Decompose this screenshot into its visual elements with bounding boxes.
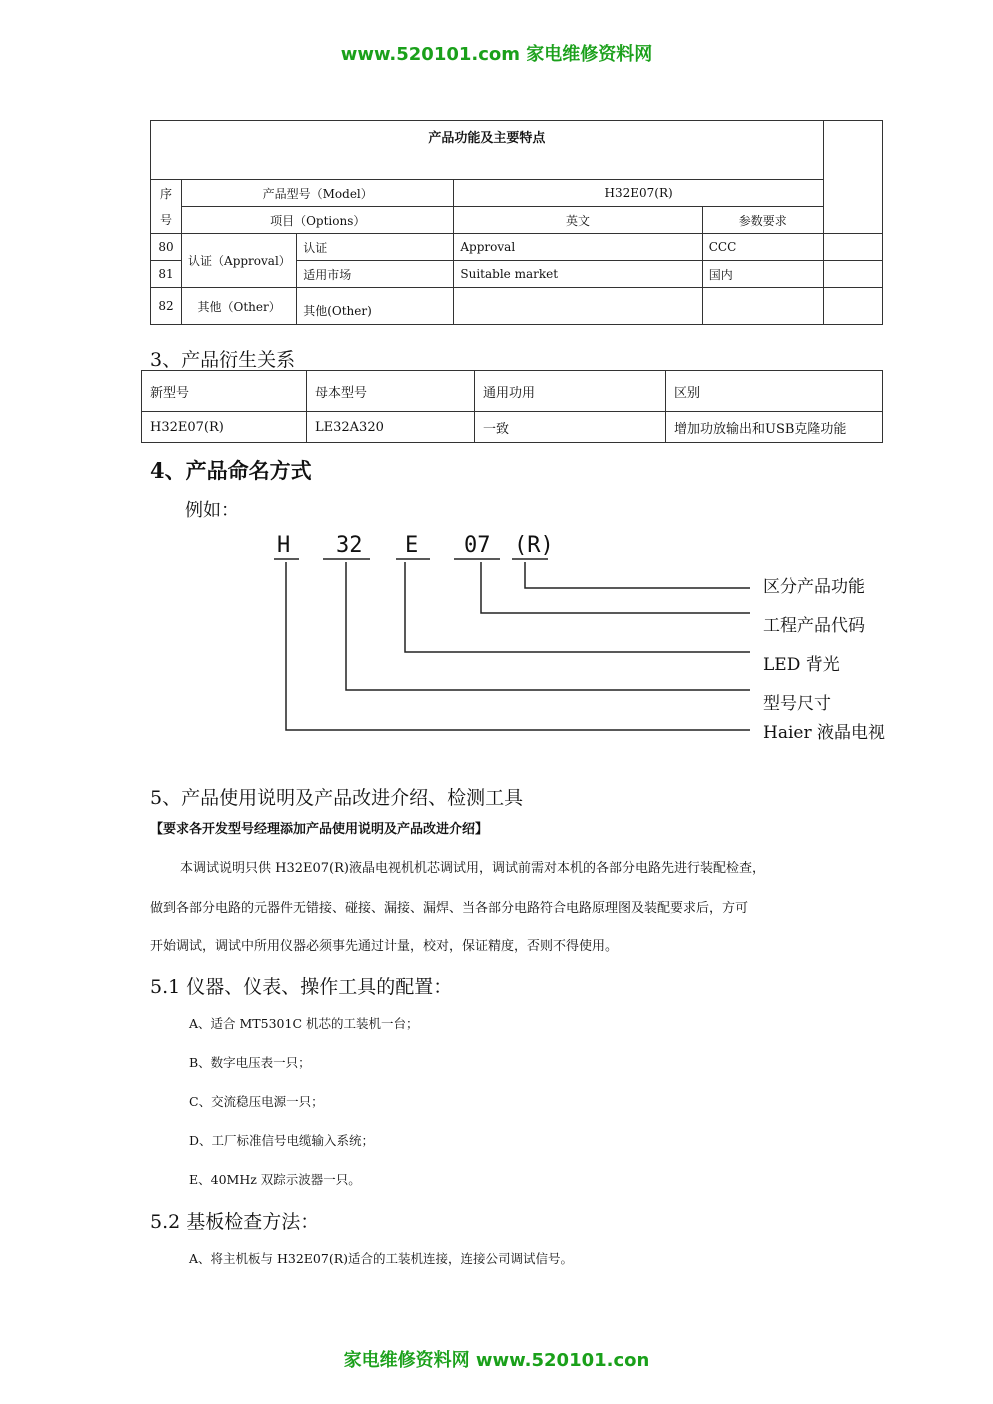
section51-heading: 5.1 仪器、仪表、操作工具的配置： <box>150 976 453 998</box>
row-param: CCC <box>702 234 823 261</box>
part-size: 32 <box>336 533 363 558</box>
row-group: 其他（Other） <box>182 288 297 325</box>
label-haier: Haier 液晶电视 <box>763 723 885 743</box>
cell-common: 一致 <box>475 412 666 443</box>
part-code: 07 <box>464 533 491 558</box>
list-item: E、40MHz 双踪示波器一只。 <box>189 1172 361 1187</box>
row-no: 81 <box>151 261 182 288</box>
label-function: 区分产品功能 <box>763 577 865 597</box>
row-item: 适用市场 <box>297 261 454 288</box>
list-item: C、交流稳压电源一只； <box>189 1094 324 1109</box>
header-base-model: 母本型号 <box>307 371 475 412</box>
section3-heading: 3、产品衍生关系 <box>150 349 296 371</box>
row-english: Suitable market <box>454 261 702 288</box>
list-item: A、适合 MT5301C 机芯的工装机一台； <box>189 1016 419 1031</box>
seq-label-1: 序 <box>160 186 173 201</box>
label-size: 型号尺寸 <box>763 694 831 714</box>
seq-label-2: 号 <box>160 212 173 227</box>
row-english: Approval <box>454 234 702 261</box>
para-line-3: 开始调试，调试中所用仪器必须事先通过计量，校对，保证精度，否则不得使用。 <box>150 939 619 954</box>
section52-heading: 5.2 基板检查方法： <box>150 1211 320 1233</box>
label-led: LED 背光 <box>763 655 840 675</box>
model-label: 产品型号（Model） <box>182 180 454 207</box>
watermark-top: www.520101.com 家电维修资料网 <box>340 44 653 65</box>
label-code: 工程产品代码 <box>763 616 865 636</box>
header-common: 通用功用 <box>475 371 666 412</box>
cell-base-model: LE32A320 <box>307 412 475 443</box>
row-param: 国内 <box>702 261 823 288</box>
para-line-2: 做到各部分电路的元器件无错接、碰接、漏接、漏焊、当各部分电路符合电路原理图及装配要求后，方可 <box>150 901 749 916</box>
para-line-1: 本调试说明只供 H32E07(R)液晶电视机机芯调试用，调试前需对本机的各部分电路先进行装配检查， <box>180 861 765 876</box>
watermark-bottom: 家电维修资料网 www.520101.con <box>343 1350 650 1371</box>
header-diff: 区别 <box>666 371 883 412</box>
row-item: 其他(Other) <box>297 288 454 325</box>
part-led: E <box>405 533 419 558</box>
part-function: (R) <box>514 533 554 558</box>
col-param: 参数要求 <box>702 207 823 234</box>
header-new-model: 新型号 <box>142 371 307 412</box>
col-english: 英文 <box>454 207 702 234</box>
section5-heading: 5、产品使用说明及产品改进介绍、检测工具 <box>150 787 524 809</box>
row-no: 80 <box>151 234 182 261</box>
list-item: B、数字电压表一只； <box>189 1055 311 1070</box>
list-item: A、将主机板与 H32E07(R)适合的工装机连接，连接公司调试信号。 <box>189 1251 574 1266</box>
example-label: 例如： <box>185 500 239 521</box>
model-value: H32E07(R) <box>454 180 823 207</box>
cell-new-model: H32E07(R) <box>142 412 307 443</box>
section4-heading: 4、产品命名方式 <box>150 458 312 483</box>
list-item: D、工厂标准信号电缆输入系统； <box>189 1133 375 1148</box>
part-h: H <box>277 533 291 558</box>
cell-diff: 增加功放输出和USB克隆功能 <box>666 412 883 443</box>
section5-note: 【要求各开发型号经理添加产品使用说明及产品改进介绍】 <box>150 822 489 837</box>
row-group: 认证（Approval） <box>182 234 297 288</box>
table-title: 产品功能及主要特点 <box>151 121 824 180</box>
row-item: 认证 <box>297 234 454 261</box>
options-label: 项目（Options） <box>182 207 454 234</box>
row-no: 82 <box>151 288 182 325</box>
